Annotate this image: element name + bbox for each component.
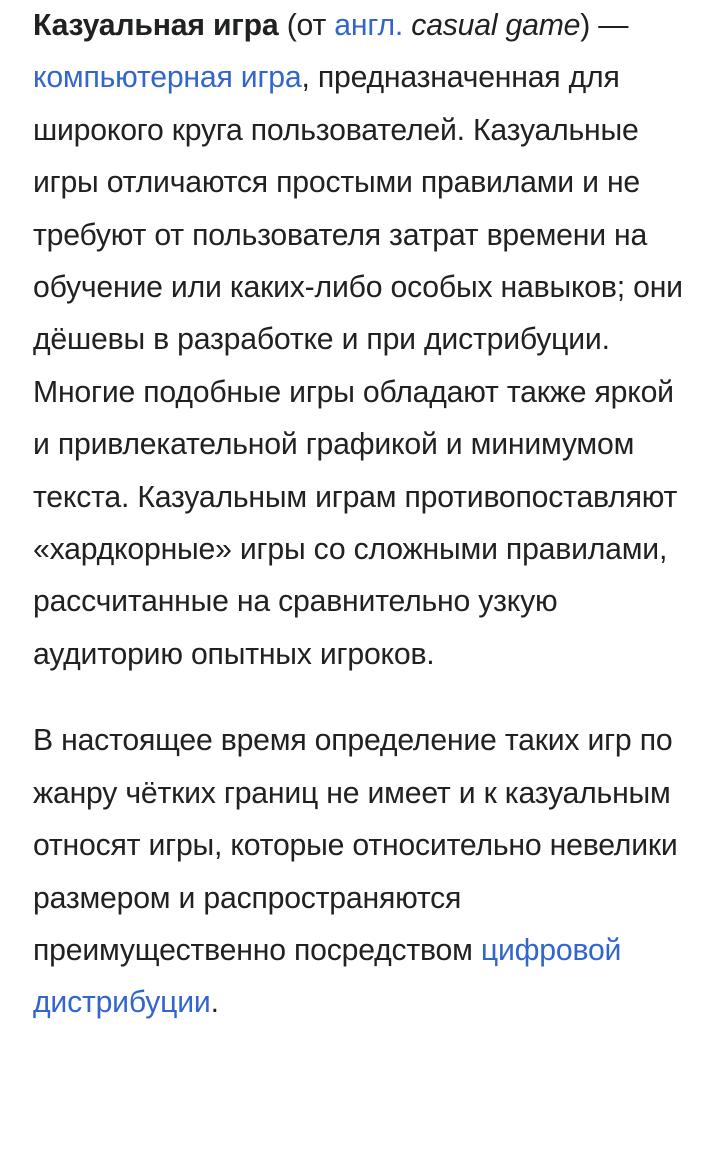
digital-distribution-link[interactable]: цифровой дистрибуции: [33, 933, 622, 1020]
computer-game-link[interactable]: компьютерная игра: [33, 61, 302, 95]
second-paragraph-text: В настоящее время определение таких игр по жанру чётких границ не имеет и к казуальным относят игры, которые относительно невелики размером и распространяются преимущественно посредством: [33, 724, 678, 967]
foreign-term: casual game: [411, 9, 581, 42]
paren-close-text: ) —: [580, 9, 629, 42]
second-paragraph: [33, 715, 686, 1029]
intro-rest-text: , предназначенная для широкого круга пользователей. Казуальные игры отличаются простыми правилами и не требуют от пользователя затрат времени на обучение или каких-либо особых навыков; они дёшевы в разработке и при дистрибуции. Многие подобные игры обладают также яркой и привлекательной графикой и минимумом текста. Казуальным играм противопоставляют «хардкорные» игры со сложными правилами, рассчитанные на сравнительно узкую аудиторию опытных игроков.: [33, 61, 683, 671]
article-term: Казуальная игра: [33, 9, 279, 42]
language-link-english[interactable]: англ.: [334, 9, 404, 42]
paren-open-text: (от: [278, 9, 335, 42]
intro-paragraph: [33, 0, 686, 681]
second-paragraph-end: .: [210, 986, 219, 1020]
